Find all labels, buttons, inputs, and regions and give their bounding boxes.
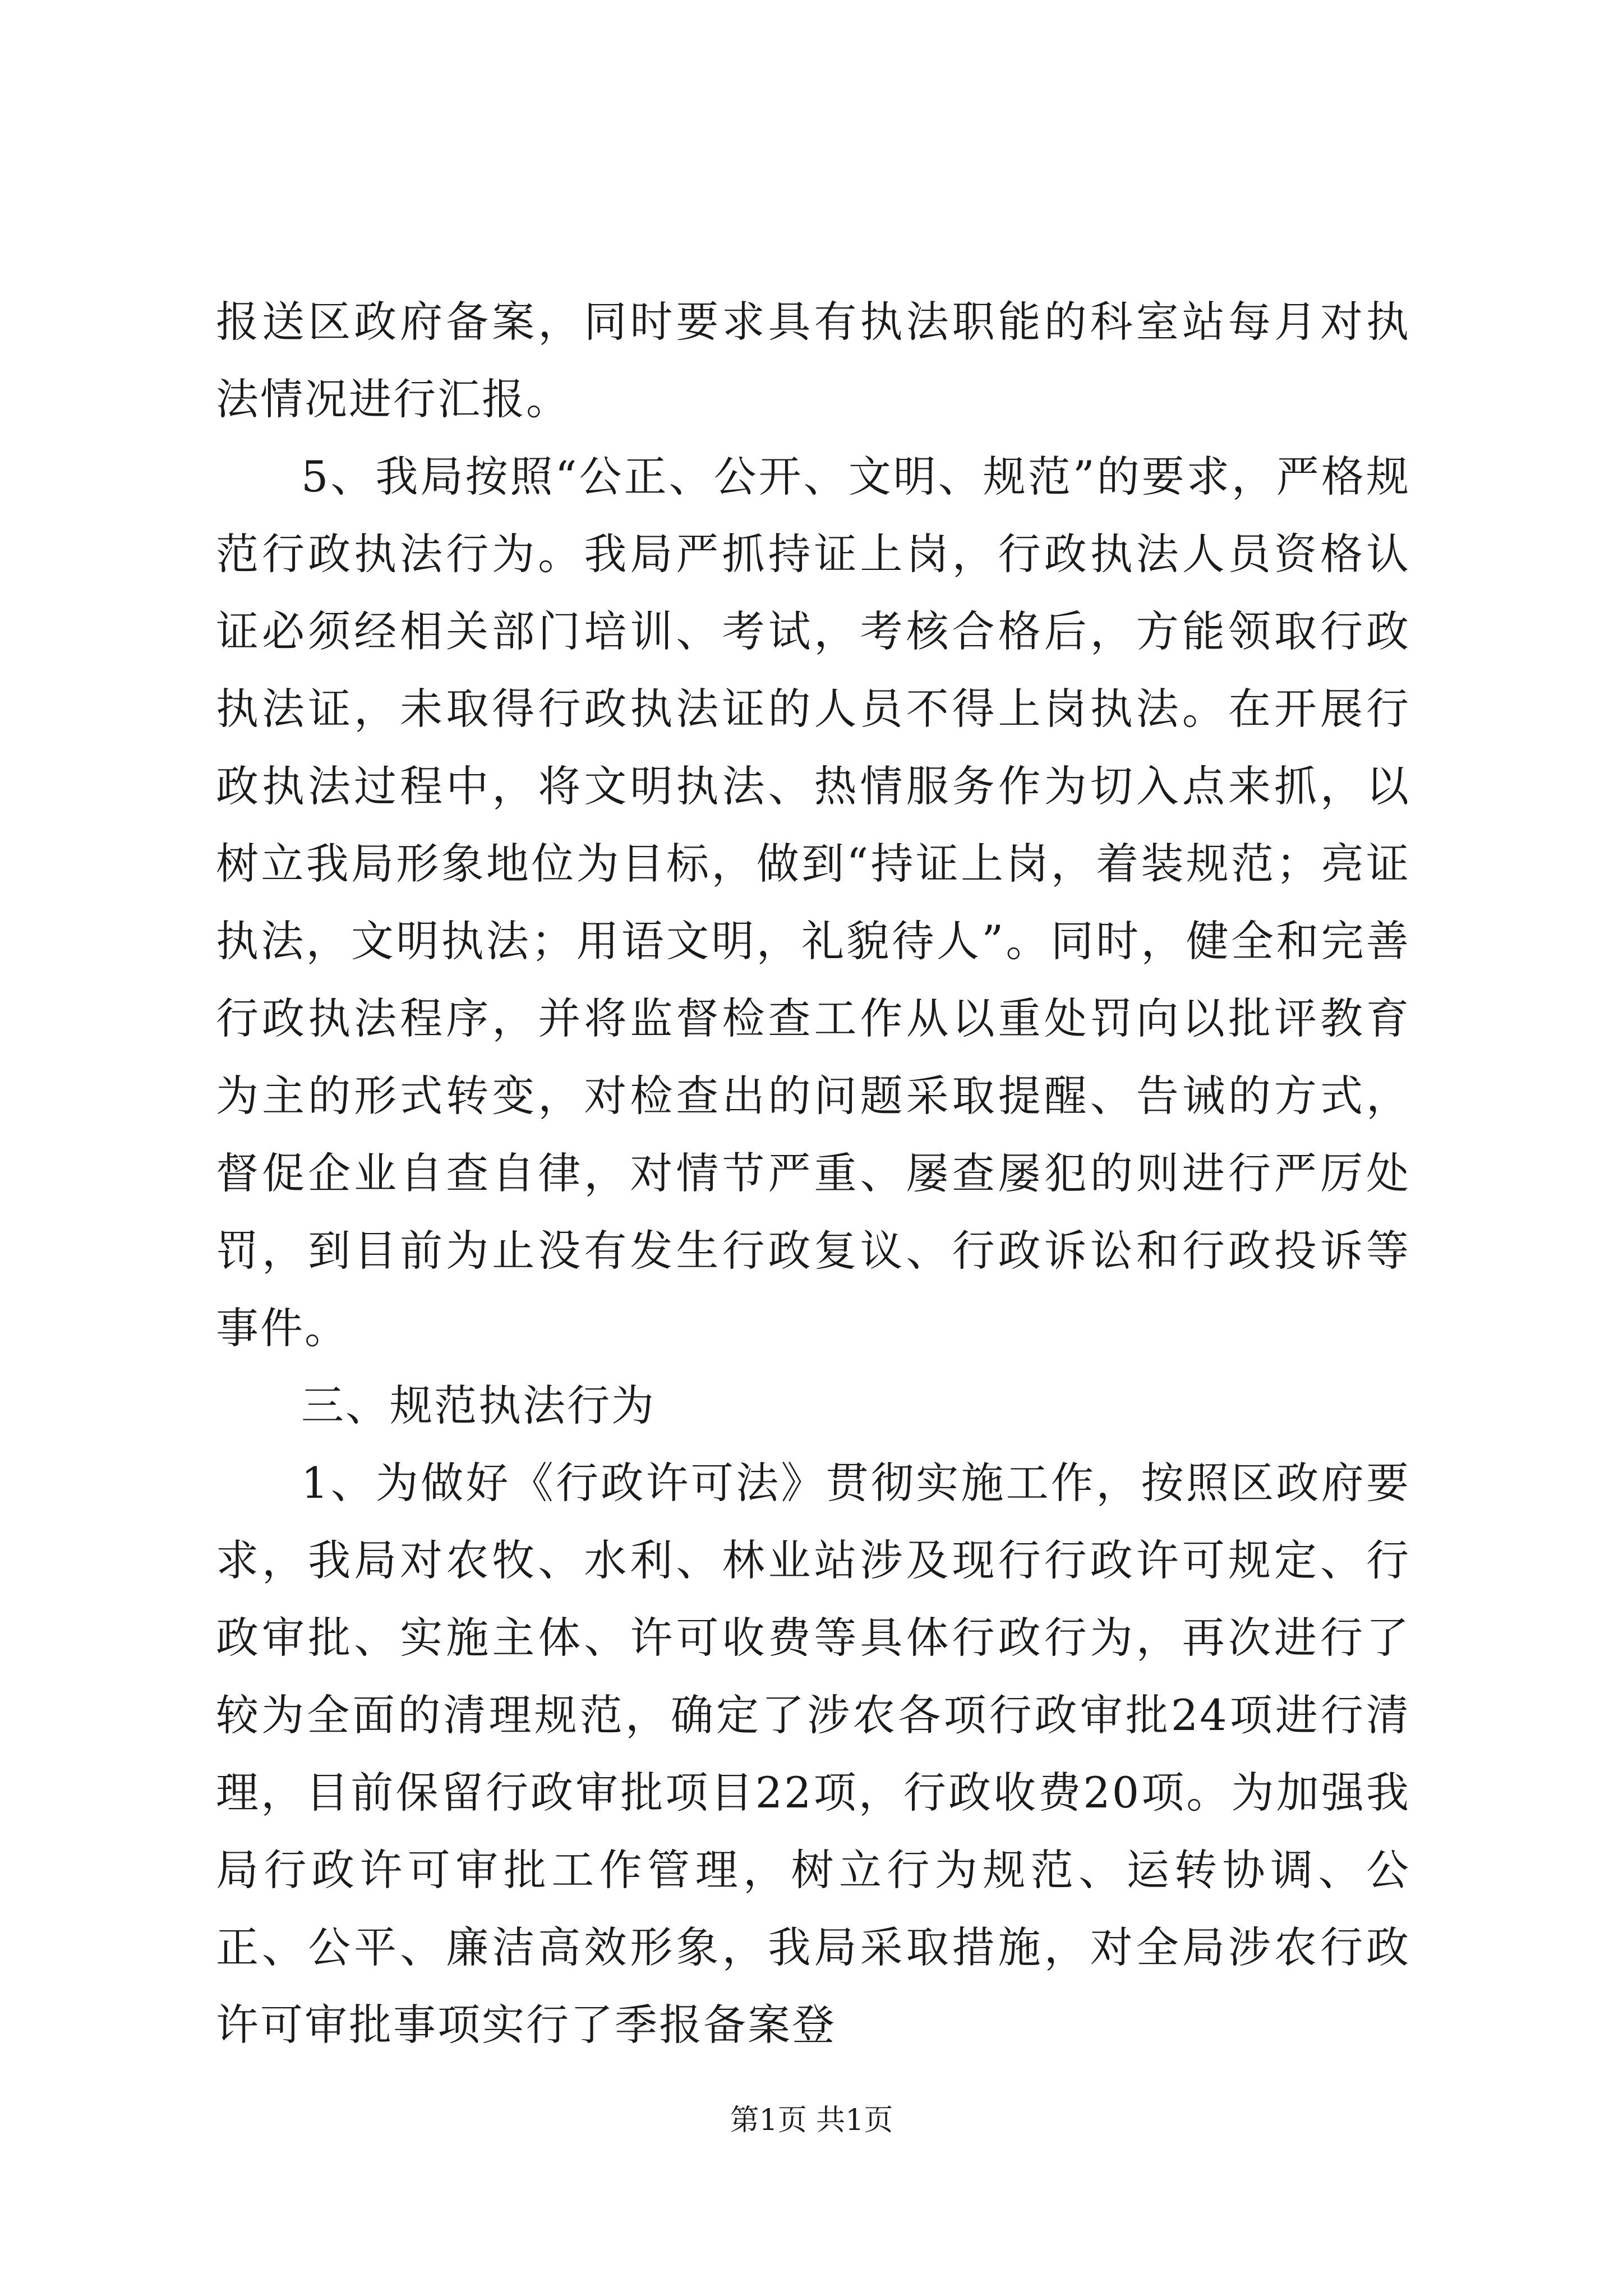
paragraph-continuation: 报送区政府备案，同时要求具有执法职能的科室站每月对执法情况进行汇报。 (216, 297, 1410, 424)
document-body (216, 283, 1410, 2064)
section-heading-3: 三、规范执法行为 (301, 1381, 656, 1430)
page-footer: 第1页 共1页 (730, 2104, 893, 2137)
paragraph-item-1: 1、为做好《行政许可法》贯彻实施工作，按照区政府要求，我局对农牧、水利、林业站涉及现行行政许可规定、行政审批、实施主体、许可收费等具体行政行为，再次进行了较为全面的清理规范，确定了涉农各项行政审批24项进行清理，目前保留行政审批项目22项，行政收费20项。为加强我局行政许可审批工作管理，树立行为规范、运转协调、公正、公平、廉洁高效形象，我局采取措施，对全局涉农行政许可审批事项实行了季报备案登 (216, 1458, 1410, 2050)
paragraph-item-5: 5、我局按照“公正、公开、文明、规范”的要求，严格规范行政执法行为。我局严抓持证上岗，行政执法人员资格认证必须经相关部门培训、考试，考核合格后，方能领取行政执法证，未取得行政执法证的人员不得上岗执法。在开展行政执法过程中，将文明执法、热情服务作为切入点来抓，以树立我局形象地位为目标，做到“持证上岗，着装规范；亮证执法，文明执法；用语文明，礼貌待人”。同时，健全和完善行政执法程序，并将监督检查工作从以重处罚向以批评教育为主的形式转变，对检查出的问题采取提醒、告诫的方式，督促企业自查自律，对情节严重、屡查屡犯的则进行严厉处罚，到目前为止没有发生行政复议、行政诉讼和行政投诉等事件。 (216, 452, 1410, 1353)
